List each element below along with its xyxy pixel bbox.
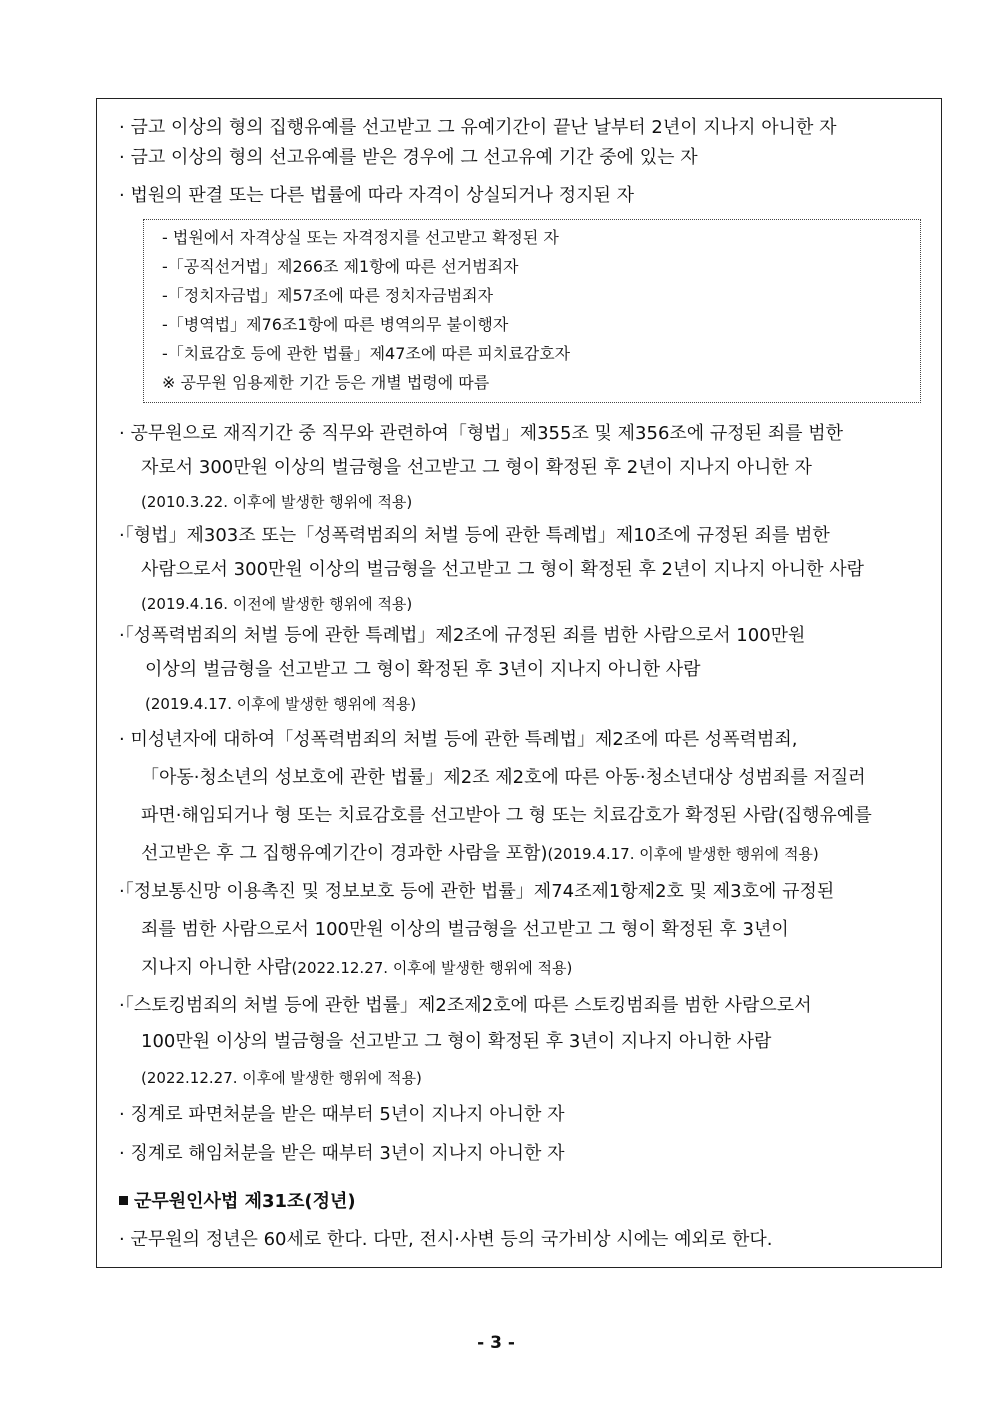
item-8-note: (2022.12.27. 이후에 발생한 행위에 적용) xyxy=(291,959,573,977)
item-7-line-4-text: 선고받은 후 그 집행유예기간이 경과한 사람을 포함) xyxy=(141,843,548,864)
item-5-note: (2019.4.16. 이전에 발생한 행위에 적용) xyxy=(141,595,413,613)
item-6-note: (2019.4.17. 이후에 발생한 행위에 적용) xyxy=(145,695,417,713)
item-8-line-3-text: 지나지 아니한 사람 xyxy=(141,957,292,978)
sub-item: -「병역법」제76조1항에 따른 병역의무 불이행자 xyxy=(162,315,509,334)
item-8-line-3 xyxy=(141,957,572,979)
sub-item: - 법원에서 자격상실 또는 자격정지를 선고받고 확정된 자 xyxy=(162,228,559,247)
item-7-note: (2019.4.17. 이후에 발생한 행위에 적용) xyxy=(547,845,819,863)
item-8-line-1: ·「정보통신망 이용촉진 및 정보보호 등에 관한 법률」제74조제1항제2호 및 제3호에 규정된 xyxy=(119,881,835,902)
content-frame xyxy=(96,98,942,1268)
item-5-line-1: ·「형법」제303조 또는「성폭력범죄의 처벌 등에 관한 특례법」제10조에 규정된 죄를 범한 xyxy=(119,525,830,546)
item-9-line-1: ·「스토킹범죄의 처벌 등에 관한 법률」제2조제2호에 따른 스토킹범죄를 범한 사람으로서 xyxy=(119,995,812,1016)
item-8-line-2: 죄를 범한 사람으로서 100만원 이상의 벌금형을 선고받고 그 형이 확정된 후 3년이 xyxy=(141,919,789,940)
item-7-line-2: 「아동·청소년의 성보호에 관한 법률」제2조 제2호에 따른 아동·청소년대상 성범죄를 저질러 xyxy=(141,767,866,788)
item-5-line-2: 사람으로서 300만원 이상의 벌금형을 선고받고 그 형이 확정된 후 2년이 지나지 아니한 사람 xyxy=(141,559,865,580)
section-title-text: 군무원인사법 제31조(정년) xyxy=(134,1191,356,1212)
item-6-line-2: 이상의 벌금형을 선고받고 그 형이 확정된 후 3년이 지나지 아니한 사람 xyxy=(145,659,701,680)
item-4-line-1: · 공무원으로 재직기간 중 직무와 관련하여「형법」제355조 및 제356조에 규정된 죄를 범한 xyxy=(119,423,844,444)
item-1: · 금고 이상의 형의 집행유예를 선고받고 그 유예기간이 끝난 날부터 2년이 지나지 아니한 자 xyxy=(119,117,837,138)
page-number: - 3 - xyxy=(477,1333,515,1353)
item-11: · 징계로 해임처분을 받은 때부터 3년이 지나지 아니한 자 xyxy=(119,1143,565,1164)
section-text: · 군무원의 정년은 60세로 한다. 다만, 전시·사변 등의 국가비상 시에는 예외로 한다. xyxy=(119,1229,773,1250)
item-10: · 징계로 파면처분을 받은 때부터 5년이 지나지 아니한 자 xyxy=(119,1104,565,1125)
item-4-note: (2010.3.22. 이후에 발생한 행위에 적용) xyxy=(141,493,413,511)
item-2: · 금고 이상의 형의 선고유예를 받은 경우에 그 선고유예 기간 중에 있는 자 xyxy=(119,147,698,168)
square-bullet-icon xyxy=(119,1196,128,1205)
item-9-note: (2022.12.27. 이후에 발생한 행위에 적용) xyxy=(141,1069,422,1087)
sub-item: -「치료감호 등에 관한 법률」제47조에 따른 피치료감호자 xyxy=(162,344,571,363)
sub-note: ※ 공무원 임용제한 기간 등은 개별 법령에 따름 xyxy=(162,373,490,392)
item-9-line-2: 100만원 이상의 벌금형을 선고받고 그 형이 확정된 후 3년이 지나지 아니한 사람 xyxy=(141,1031,772,1052)
item-4-line-2: 자로서 300만원 이상의 벌금형을 선고받고 그 형이 확정된 후 2년이 지나지 아니한 자 xyxy=(141,457,812,478)
section-title xyxy=(119,1191,356,1213)
item-7-line-1: · 미성년자에 대하여「성폭력범죄의 처벌 등에 관한 특례법」제2조에 따른 성폭력범죄, xyxy=(119,729,798,750)
item-3: · 법원의 판결 또는 다른 법률에 따라 자격이 상실되거나 정지된 자 xyxy=(119,185,635,206)
item-6-line-1: ·「성폭력범죄의 처벌 등에 관한 특례법」제2조에 규정된 죄를 범한 사람으로서 100만원 xyxy=(119,625,806,646)
sub-item: -「공직선거법」제266조 제1항에 따른 선거범죄자 xyxy=(162,257,519,276)
sub-item: -「정치자금법」제57조에 따른 정치자금범죄자 xyxy=(162,286,494,305)
item-7-line-4 xyxy=(141,843,819,865)
item-7-line-3: 파면·해임되거나 형 또는 치료감호를 선고받아 그 형 또는 치료감호가 확정된 사람(집행유예를 xyxy=(141,805,872,826)
sub-list-box xyxy=(143,219,921,403)
